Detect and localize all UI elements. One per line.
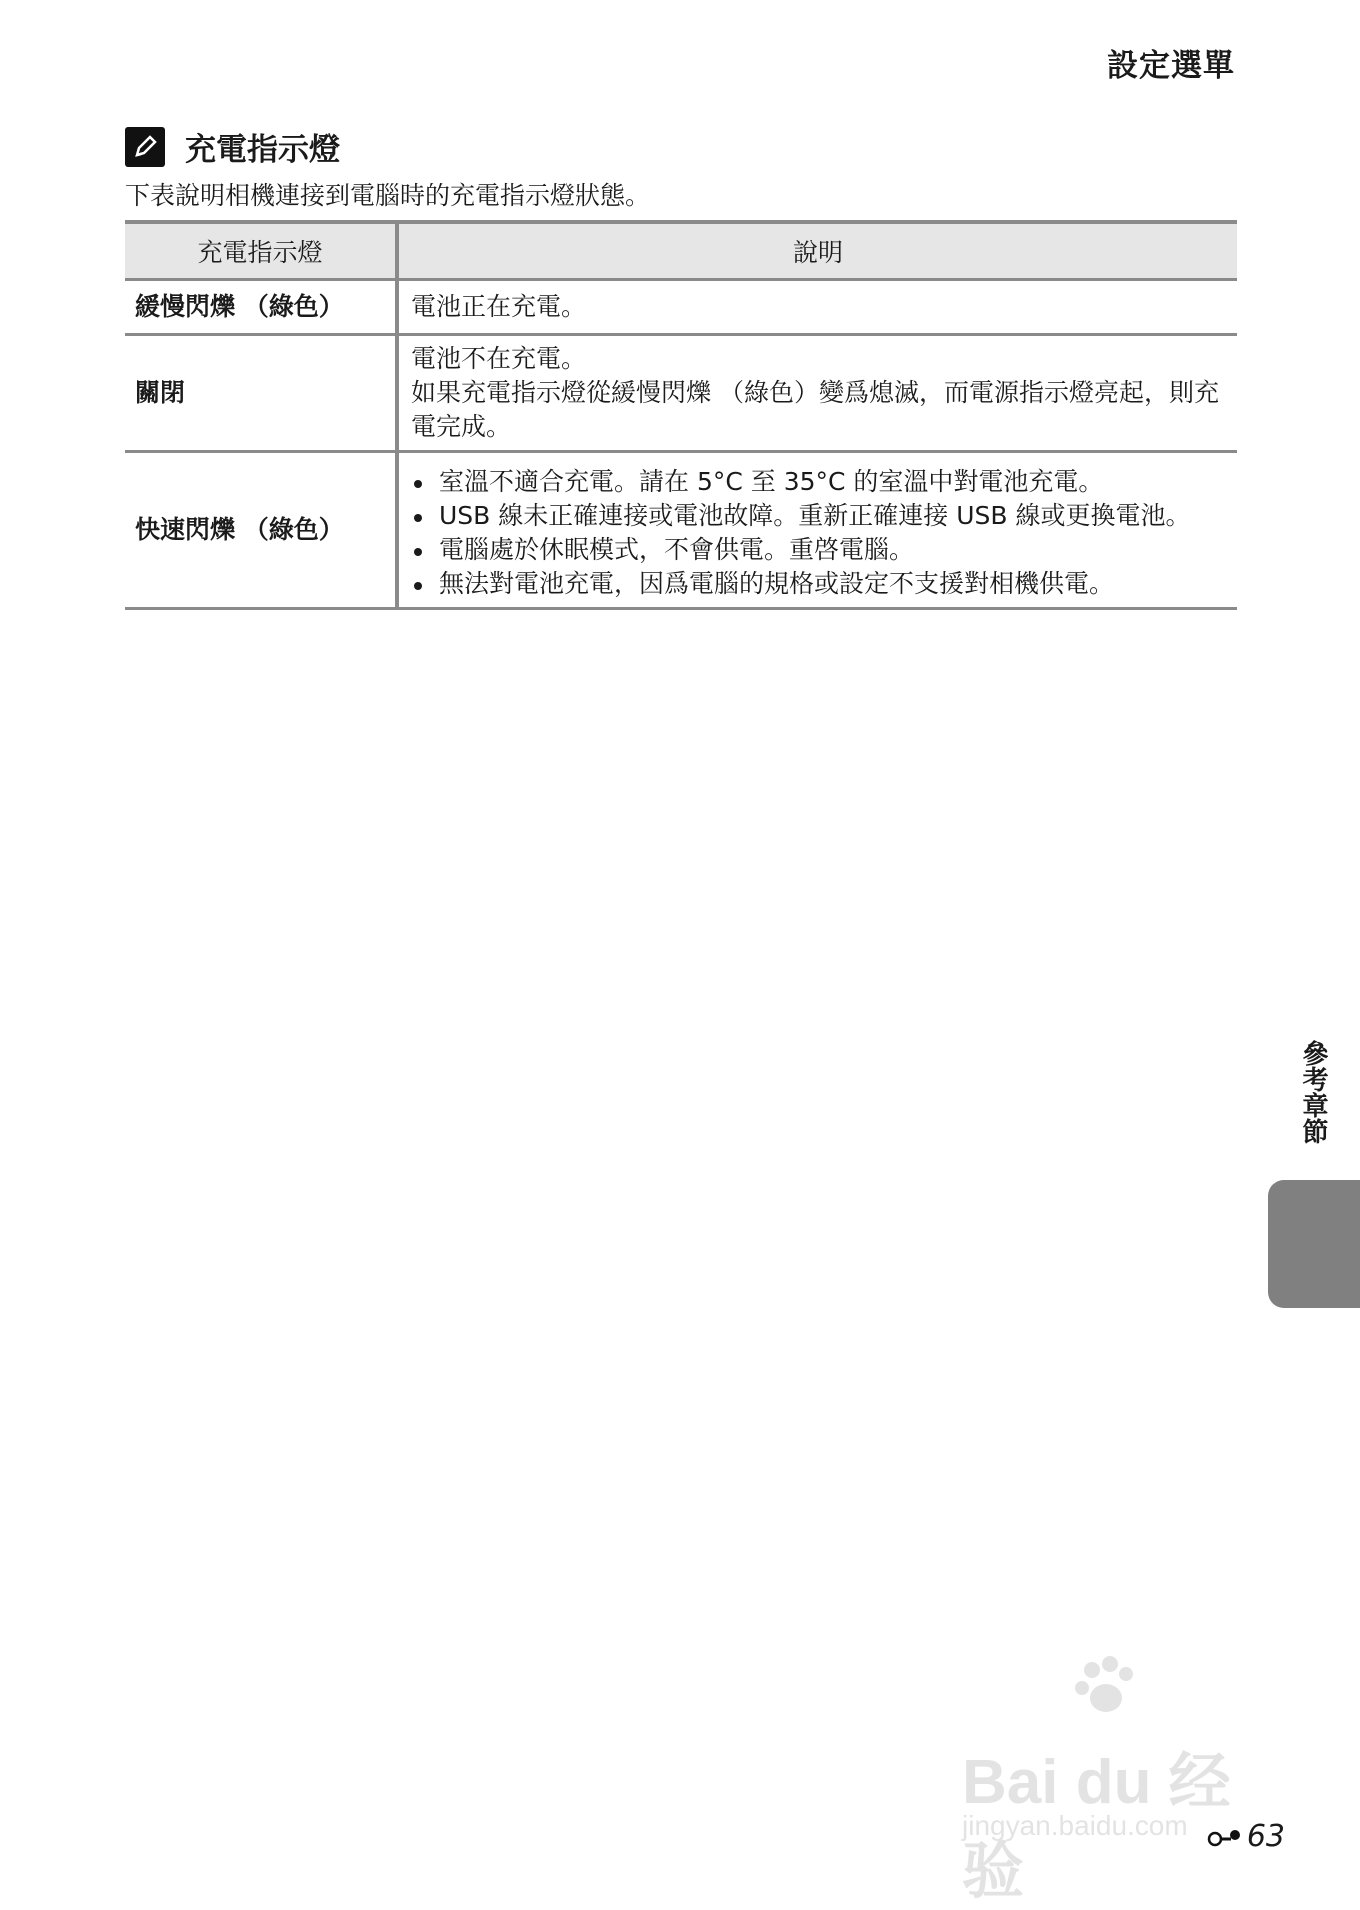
intro-text: 下表說明相機連接到電腦時的充電指示燈狀態。 bbox=[125, 181, 651, 210]
indicator-cell: 緩慢閃爍 （綠色） bbox=[125, 280, 397, 335]
list-item: USB 線未正確連接或電池故障。重新正確連接 USB 線或更換電池。 bbox=[411, 499, 1225, 533]
section-title: 設定選單 bbox=[1107, 48, 1235, 84]
chapter-tab[interactable] bbox=[1268, 1180, 1360, 1308]
table-row bbox=[125, 280, 1237, 335]
indicator-cell: 關閉 bbox=[125, 335, 397, 452]
paw-logo-icon bbox=[1072, 1652, 1142, 1722]
description-line: 如果充電指示燈從緩慢閃爍 （綠色）變爲熄滅，而電源指示燈亮起，則充電完成。 bbox=[411, 378, 1219, 441]
page-number bbox=[1207, 1819, 1285, 1854]
table-row bbox=[125, 452, 1237, 609]
description-cell bbox=[397, 335, 1237, 452]
note-title: 充電指示燈 bbox=[185, 132, 340, 168]
list-item: 無法對電池充電，因爲電腦的規格或設定不支援對相機供電。 bbox=[411, 567, 1225, 601]
note-heading bbox=[125, 124, 340, 169]
description-line: 電池不在充電。 bbox=[411, 344, 587, 373]
page-number-text: 63 bbox=[1246, 1819, 1285, 1854]
pencil-note-icon bbox=[125, 127, 165, 167]
reference-icon bbox=[1207, 1826, 1243, 1848]
description-cell bbox=[397, 280, 1237, 335]
list-item: 室溫不適合充電。請在 5°C 至 35°C 的室溫中對電池充電。 bbox=[411, 465, 1225, 499]
header-indicator: 充電指示燈 bbox=[125, 222, 397, 280]
watermark-url: jingyan.baidu.com bbox=[962, 1810, 1188, 1841]
header-description: 說明 bbox=[397, 222, 1237, 280]
watermark-brand: Bai du 经验 bbox=[962, 1748, 1231, 1906]
description-cell bbox=[397, 452, 1237, 609]
cause-list bbox=[411, 465, 1225, 601]
list-item: 電腦處於休眠模式，不會供電。重啓電腦。 bbox=[411, 533, 1225, 567]
table-row bbox=[125, 335, 1237, 452]
charge-status-table bbox=[125, 220, 1237, 610]
indicator-cell: 快速閃爍 （綠色） bbox=[125, 452, 397, 609]
chapter-label: 參考章節 bbox=[1298, 1040, 1328, 1144]
table-header-row bbox=[125, 222, 1237, 280]
description-line: 電池正在充電。 bbox=[411, 292, 587, 321]
